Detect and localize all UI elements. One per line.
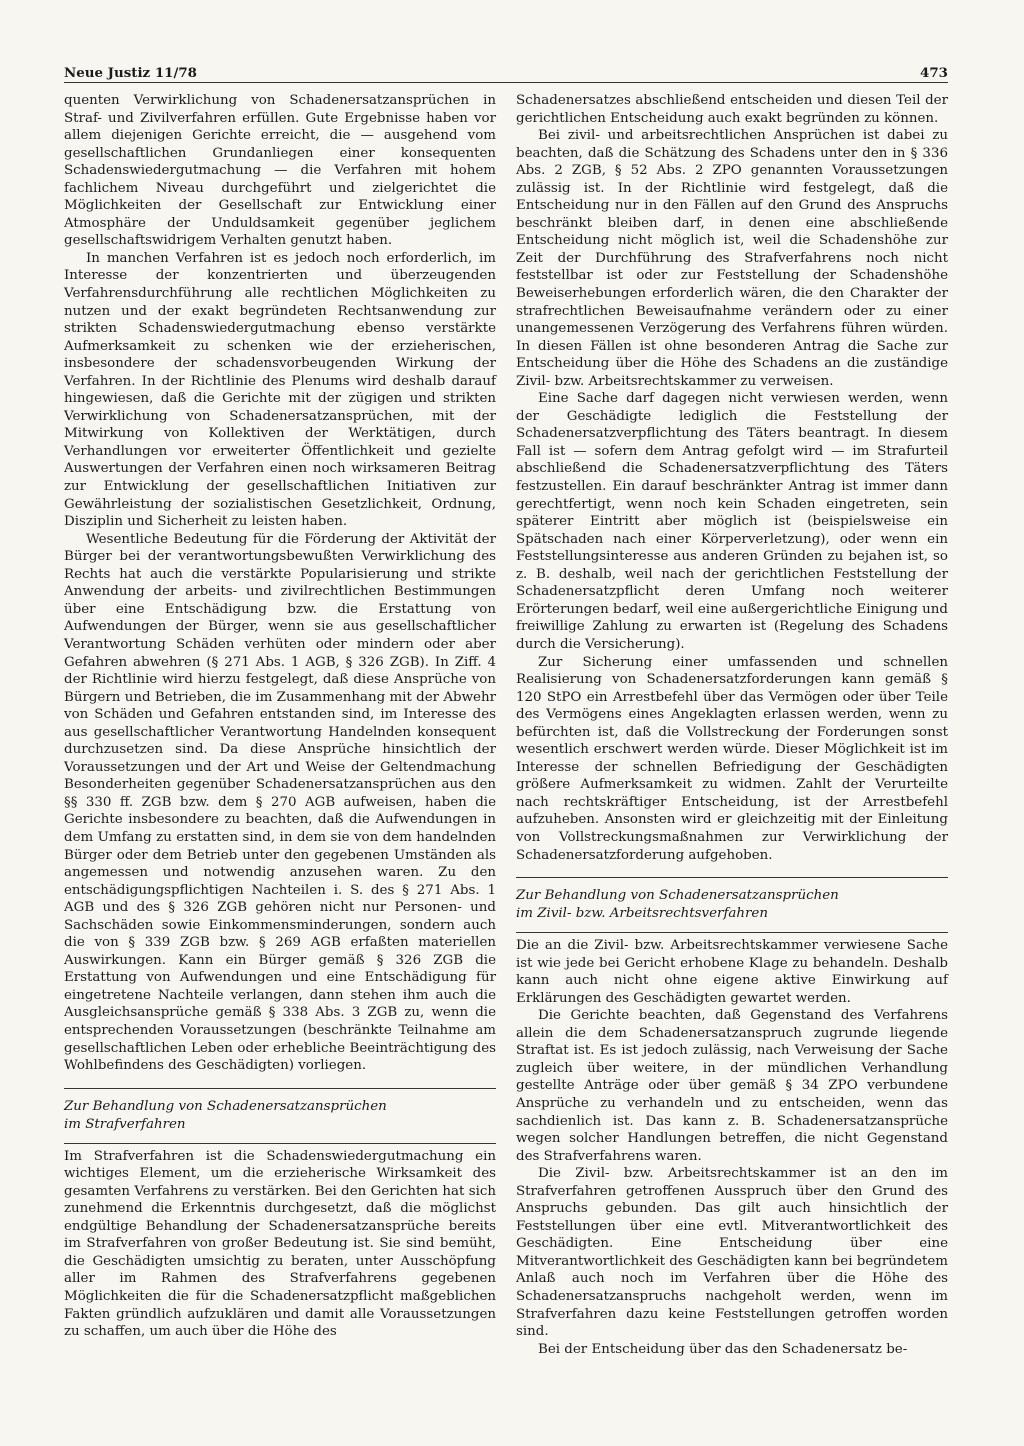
paragraph: quenten Verwirklichung von Schadenersatzansprüchen in Straf- und Zivilverfahren erfüllen. Gute Ergebnisse haben vor allem diejenigen Gerichte erreicht, die — ausgehend vom gesellschaftlichen Grundanliegen einer konsequenten Schadenswiedergutmachung — die Verfahren mit hohem fachlichem Niveau durchgeführt und zielgerichtet die Möglichkeiten der Gesellschaft zur Entwicklung einer Atmosphäre der Unduldsamkeit gegenüber jeglichem gesellschaftswidrigem Verhalten genutzt haben. <box>64 93 496 249</box>
section-heading-line: im Strafverfahren <box>64 1116 186 1132</box>
paragraph: Die Zivil- bzw. Arbeitsrechtskammer ist an den im Strafverfahren getroffenen Ausspruch über den Grund des Anspruchs gebunden. Das gilt auch hinsichtlich der Feststellungen über eine evtl. Mitverantwortlichkeit des Geschädigten. Eine Entscheidung über eine Mitverantwortlichkeit des Geschädigten kann bei begründetem Anlaß auch noch im Verfahren über die Höhe des Schadenersatzanspruchs nachgeholt werden, wenn im Strafverfahren dazu keine Feststellungen getroffen worden sind. <box>516 1166 948 1340</box>
left-column <box>64 92 496 1341</box>
section-heading-zivilverfahren <box>516 877 948 933</box>
paragraph: Schadenersatzes abschließend entscheiden und diesen Teil der gerichtlichen Entscheidung auch exakt begründen zu können. <box>516 93 948 126</box>
section-heading-line: im Zivil- bzw. Arbeitsrechtsverfahren <box>516 906 768 922</box>
page-header <box>64 65 948 83</box>
paragraph: Wesentliche Bedeutung für die Förderung der Aktivität der Bürger bei der verantwortungsbewußten Verwirklichung des Rechts hat auch die verstärkte Popularisierung und strikte Anwendung der arbeits- und zivilrechtlichen Bestimmungen über eine Entschädigung bzw. die Erstattung von Aufwendungen der Bürger, wenn sie aus gesellschaftlicher Verantwortung Schäden verhüten oder mindern oder aber Gefahren abwehren (§ 271 Abs. 1 AGB, § 326 ZGB). In Ziff. 4 der Richtlinie wird hierzu festgelegt, daß diese Ansprüche von Bürgern und Betrieben, die im Zusammenhang mit der Abwehr von Schäden und Gefahren entstanden sind, im Interesse des aus gesellschaftlicher Verantwortung Handelnden konsequent durchzusetzen sind. Da diese Ansprüche hinsichtlich der Voraussetzungen und der Art und Weise der Geltendmachung Besonderheiten gegenüber Schadenersatzansprüchen aus den §§ 330 ff. ZGB bzw. dem § 270 AGB aufweisen, haben die Gerichte insbesondere zu beachten, daß die Aufwendungen in dem Umfang zu erstatten sind, in dem sie von dem handelnden Bürger oder dem Betrieb unter den gegebenen Umständen als angemessen und notwendig anzusehen waren. Zu den entschädigungspflichtigen Nachteilen i. S. des § 271 Abs. 1 AGB und des § 326 ZGB gehören nicht nur Personen- und Sachschäden sowie Einkommensminderungen, sondern auch die von § 339 ZGB bzw. § 269 AGB erfaßten materiellen Auswirkungen. Kann ein Bürger gemäß § 326 ZGB die Erstattung von Aufwendungen und eine Entschädigung für eingetretene Nachteile verlangen, dann stehen ihm auch die Ausgleichsansprüche gemäß § 338 Abs. 3 ZGB zu, wenn die entsprechenden Voraussetzungen (beschränkte Teilnahme am gesellschaftlichen Leben oder erhebliche Beeinträchtigung des Wohlbefindens des Geschädigten) vorliegen. <box>64 531 496 1074</box>
section-heading-strafverfahren <box>64 1088 496 1144</box>
paragraph: Eine Sache darf dagegen nicht verwiesen werden, wenn der Geschädigte lediglich die Feststellung der Schadenersatzverpflichtung des Täters beantragt. In diesem Fall ist — sofern dem Antrag gefolgt wird — im Strafurteil abschließend die Schadenersatzverpflichtung des Täters festzustellen. Ein darauf beschränkter Antrag ist immer dann gerechtfertigt, wenn noch kein Schaden eingetreten, sein späterer Eintritt aber möglich ist (beispielsweise ein Spätschaden nach einer Körperverletzung), oder wenn ein Feststellungsinteresse aus anderen Gründen zu bejahen ist, so z. B. deshalb, weil nach der gerichtlichen Feststellung der Schadenersatzpflicht deren Umfang noch weiterer Erörterungen bedarf, weil eine außergerichtliche Einigung und freiwillige Zahlung zu erwarten ist (Regelung des Schadens durch die Versicherung). <box>516 391 948 652</box>
paragraph: Im Strafverfahren ist die Schadenswiedergutmachung ein wichtiges Element, um die erzieherische Wirksamkeit des gesamten Verfahrens zu verstärken. Bei den Gerichten hat sich zunehmend die Erkenntnis durchgesetzt, daß die möglichst endgültige Behandlung der Schadenersatzansprüche bereits im Strafverfahren von großer Bedeutung ist. Sie sind bemüht, die Geschädigten umsichtig zu beraten, unter Ausschöpfung aller im Rahmen des Strafverfahrens gegebenen Möglichkeiten die für die Schadenersatzpflicht maßgeblichen Fakten gründlich aufzuklären und damit alle Voraussetzungen zu schaffen, um auch über die Höhe des <box>64 1148 496 1340</box>
right-column <box>516 92 948 1358</box>
paragraph: Die Gerichte beachten, daß Gegenstand des Verfahrens allein die dem Schadenersatzanspruch zugrunde liegende Straftat ist. Es ist jedoch zulässig, nach Verweisung der Sache zugleich über weitere, in der mündlichen Verhandlung gestellte Anträge oder über gemäß § 34 ZPO verbundene Ansprüche zu verhandeln und zu entscheiden, wenn das sachdienlich ist. Das kann z. B. Schadenersatzansprüche wegen solcher Handlungen betreffen, die nicht Gegenstand des Strafverfahrens waren. <box>516 1008 948 1164</box>
paragraph: In manchen Verfahren ist es jedoch noch erforderlich, im Interesse der konzentrierten und überzeugenden Verfahrensdurchführung alle rechtlichen Möglichkeiten zu nutzen und der exakt begründeten Rechtsanwendung zur strikten Schadenswiedergutmachung ebenso verstärkte Aufmerksamkeit zu schenken wie der erzieherischen, insbesondere der schadensvorbeugenden Wirkung der Verfahren. In der Richtlinie des Plenums wird deshalb darauf hingewiesen, daß die Gerichte mit der zügigen und strikten Verwirklichung von Schadenersatzansprüchen, mit der Mitwirkung von Kollektiven der Werktätigen, durch Verhandlungen vor erweiterter Öffentlichkeit und gezielte Auswertungen der Verfahren einen noch wirksameren Beitrag zur Entwicklung der gesellschaftlichen Initiativen zur Gewährleistung der sozialistischen Gesetzlichkeit, Ordnung, Disziplin und Sicherheit zu leisten haben. <box>64 250 496 530</box>
journal-title: Neue Justiz 11/78 <box>64 65 197 81</box>
page-number: 473 <box>920 65 948 81</box>
section-heading-line: Zur Behandlung von Schadenersatzansprüchen <box>516 888 839 904</box>
section-heading-line: Zur Behandlung von Schadenersatzansprüchen <box>64 1098 387 1114</box>
paragraph: Zur Sicherung einer umfassenden und schnellen Realisierung von Schadenersatzforderungen kann gemäß § 120 StPO ein Arrestbefehl über das Vermögen oder über Teile des Vermögens eines Angeklagten erlassen werden, wenn zu befürchten ist, daß die Vollstreckung der Forderungen sonst wesentlich erschwert werden würde. Dieser Möglichkeit ist im Interesse der schnellen Befriedigung der Geschädigten größere Aufmerksamkeit zu widmen. Zahlt der Verurteilte nach rechtskräftiger Entscheidung, ist der Arrestbefehl aufzuheben. Ansonsten wird er gleichzeitig mit der Einleitung von Vollstreckungsmaßnahmen zur Verwirklichung der Schadenersatzforderung aufgehoben. <box>516 654 948 863</box>
paragraph: Bei zivil- und arbeitsrechtlichen Ansprüchen ist dabei zu beachten, daß die Schätzung des Schadens unter den in § 336 Abs. 2 ZGB, § 52 Abs. 2 ZPO genannten Voraussetzungen zulässig ist. In der Richtlinie wird festgelegt, daß die Entscheidung nur in den Fällen auf den Grund des Anspruchs beschränkt bleiben darf, in denen eine abschließende Entscheidung nicht möglich ist, weil die Schadenshöhe zur Zeit der Durchführung des Strafverfahrens noch nicht feststellbar ist oder zur Feststellung der Schadenshöhe Beweiserhebungen erforderlich wären, die den Charakter der strafrechtlichen Beweisaufnahme verändern oder zu einer unangemessenen Verzögerung des Verfahrens führen würden. In diesen Fällen ist ohne besonderen Antrag die Sache zur Entscheidung über die Höhe des Schadens an die zuständige Zivil- bzw. Arbeitsrechtskammer zu verweisen. <box>516 128 948 389</box>
paragraph: Die an die Zivil- bzw. Arbeitsrechtskammer verwiesene Sache ist wie jede bei Gericht erhobene Klage zu behandeln. Deshalb kann auch nicht ohne eigene aktive Einwirkung auf Erklärungen des Geschädigten gewartet werden. <box>516 938 948 1006</box>
paragraph: Bei der Entscheidung über das den Schadenersatz be- <box>538 1341 908 1357</box>
